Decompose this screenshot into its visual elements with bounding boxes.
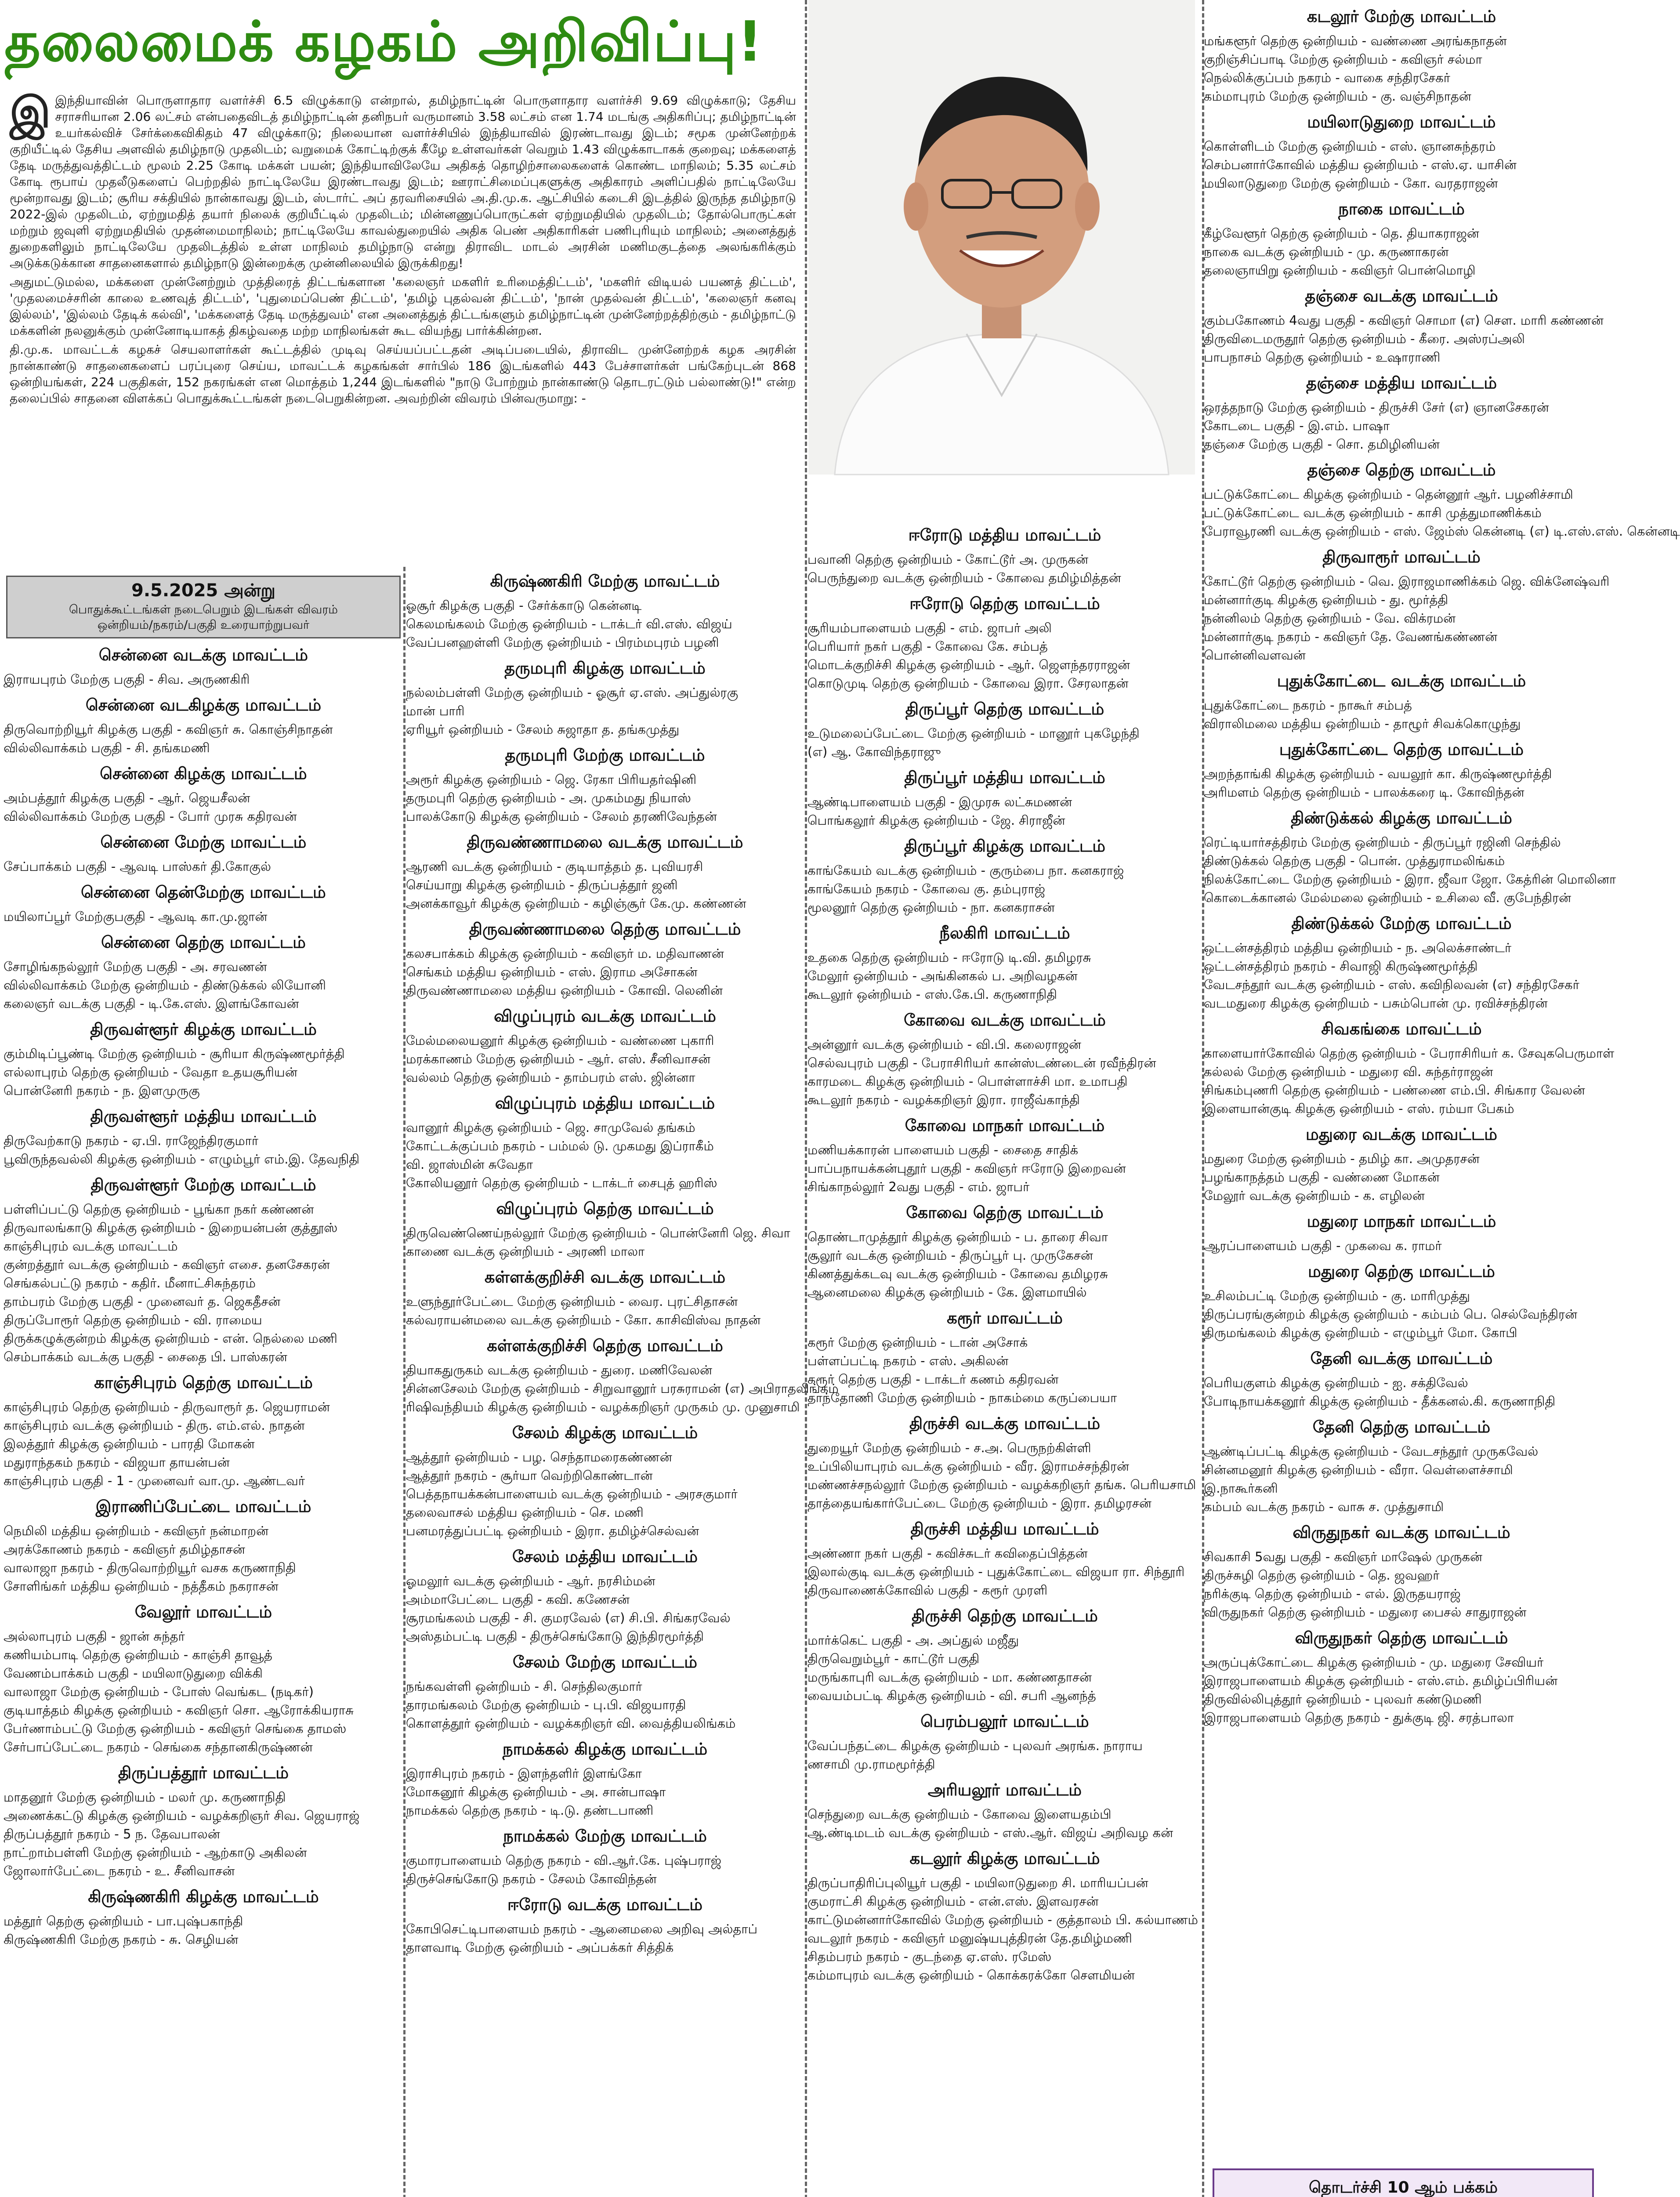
meeting-entry: மன்னார்குடி நகரம் - கவிஞர் தே. வேணங்கண்ணன்: [1204, 629, 1498, 644]
district-heading: நாமக்கல் மேற்கு மாவட்டம்: [503, 1827, 707, 1845]
intro-paragraph-2: அதுமட்டுமல்ல, மக்களை முன்னேற்றும் முத்திரைத் திட்டங்களான 'கலைஞர் மகளிர் உரிமைத்திட்டம்', 'மகளிர் விடியல் பயணத் திட்டம்', 'முதலமைச்சரின் காலை உணவுத் திட்டம்', 'புதுமைப்பெண் திட்டம்', 'தமிழ் புதல்வன் திட்டம்', 'நான் முதல்வன் திட்டம்', 'கலைஞர் கனவு இல்லம்', 'இல்லம் தேடிக் கல்வி', 'மக்களைத் தேடி மருத்துவம்' என அனைத்துத் திட்டங்களும் தமிழ்நாட்டின் முன்னேற்றத்திற்கும் - தமிழ்நாட்டு மக்களின் நலனுக்கும் முன்னோடியாகத் திகழ்வதை மற்ற மாநிலங்கள் கூட வியந்து பார்க்கின்றன.: [10, 275, 797, 338]
district-heading: கடலூர் மேற்கு மாவட்டம்: [1307, 7, 1496, 26]
meeting-entry: வேடசந்தூர் வடக்கு ஒன்றியம் - எஸ். கவிநிலவன் (எ) சந்திரசேகர்: [1204, 977, 1579, 992]
intro-text: [10, 88, 797, 409]
district-heading: திருவள்ளூர் கிழக்கு மாவட்டம்: [90, 1020, 317, 1039]
meeting-entry: காங்கேயம் நகரம் - கோவை கு. தம்புராஜ்: [807, 881, 1045, 896]
meeting-entry: திருவேற்காடு நகரம் - ஏ.பி. ராஜேந்திரகுமார்: [4, 1133, 259, 1148]
district-heading: சென்னை வடகிழக்கு மாவட்டம்: [85, 696, 322, 714]
district-heading: நீலகிரி மாவட்டம்: [939, 924, 1070, 943]
meeting-entry: ஆண்டிப்பட்டி கிழக்கு ஒன்றியம் - வேடசந்தூர் முருகவேல்: [1204, 1444, 1539, 1459]
meeting-entry: இளையான்குடி கிழக்கு ஒன்றியம் - எஸ். ரம்யா பேகம்: [1204, 1101, 1514, 1116]
meeting-entry: கல்வராயன்மலை வடக்கு ஒன்றியம் - கோ. காசிவிஸ்வ நாதன்: [406, 1312, 761, 1327]
district-heading: திருவண்ணாமலை வடக்கு மாவட்டம்: [467, 833, 743, 852]
meeting-entry: தருமபுரி தெற்கு ஒன்றியம் - அ. முகம்மது நியாஸ்: [406, 790, 691, 805]
meeting-entry: சூரமங்கலம் பகுதி - சி. குமரவேல் (எ) சி.பி. சிங்கரவேல்: [406, 1610, 731, 1625]
column-body: [1204, 7, 1680, 1727]
meeting-entry: செங்கம் மத்திய ஒன்றியம் - எஸ். இராம அசோகன்: [406, 964, 698, 979]
meeting-entry: பெருந்துறை வடக்கு ஒன்றியம் - கோவை தமிழ்மித்தன்: [807, 570, 1121, 585]
column-body: [406, 572, 839, 1957]
district-heading: நாமக்கல் கிழக்கு மாவட்டம்: [502, 1740, 708, 1758]
meeting-entry: மோகனூர் கிழக்கு ஒன்றியம் - அ. சான்பாஷா: [406, 1784, 666, 1799]
meeting-entry: விராலிமலை மத்திய ஒன்றியம் - தாழூர் சிவக்கொழுந்து: [1204, 716, 1521, 731]
district-heading: சென்னை கிழக்கு மாவட்டம்: [100, 764, 307, 783]
meeting-entry: காரமடை கிழக்கு ஒன்றியம் - பொள்ளாச்சி மா. உமாபதி: [807, 1074, 1128, 1089]
meeting-entry: மரக்காணம் மேற்கு ஒன்றியம் - ஆர். எஸ். சீனிவாசன்: [406, 1051, 711, 1066]
meeting-entry: தஞ்சை மேற்கு பகுதி - சொ. தமிழினியன்: [1204, 437, 1440, 452]
meeting-entry: இராசிபுரம் நகரம் - இளந்தளிர் இளங்கோ: [406, 1766, 642, 1781]
district-heading: ஈரோடு வடக்கு மாவட்டம்: [507, 1895, 702, 1914]
meeting-entry: இலத்தூர் கிழக்கு ஒன்றியம் - பாரதி மோகன்: [4, 1436, 255, 1451]
column-body: [4, 645, 403, 1949]
schedule-date: 9.5.2025 அன்று: [131, 580, 275, 601]
meeting-entry: உசிலம்பட்டி மேற்கு ஒன்றியம் - கு. மாரிமுத்து: [1204, 1288, 1470, 1303]
meeting-entry: மார்க்கெட் பகுதி - அ. அப்துல் மஜீது: [807, 1633, 1019, 1648]
district-heading: சிவகங்கை மாவட்டம்: [1321, 1019, 1482, 1038]
meeting-entry: கூடலூர் நகரம் - வழக்கறிஞர் இரா. ராஜீவ்காந்தி: [807, 1092, 1080, 1107]
district-heading: தேனி தெற்கு மாவட்டம்: [1312, 1418, 1491, 1436]
meeting-entry: நங்கவள்ளி ஒன்றியம் - சி. செந்திலகுமார்: [406, 1679, 642, 1694]
meeting-entry: அம்பத்தூர் கிழக்கு பகுதி - ஆர். ஜெயசீலன்: [4, 790, 250, 805]
meeting-entry: கம்மாபுரம் வடக்கு ஒன்றியம் - கொக்கரக்கோ சௌமியன்: [807, 1968, 1135, 1983]
meeting-entry: விருதுநகர் தெற்கு ஒன்றியம் - மதுரை பைசல் சாதுராஜன்: [1204, 1605, 1527, 1620]
meeting-entry: காங்கேயம் வடக்கு ஒன்றியம் - குரும்பை நா. கனகராஜ்: [807, 863, 1124, 878]
continuation-note: தொடர்ச்சி 10 ஆம் பக்கம்: [1213, 2168, 1594, 2197]
meeting-entry: பெரியகுளம் கிழக்கு ஒன்றியம் - ஐ. சக்திவேல்: [1204, 1375, 1468, 1390]
district-heading: பெரம்பலூர் மாவட்டம்: [920, 1712, 1089, 1731]
meeting-entry: பாப்பநாயக்கன்புதூர் பகுதி - கவிஞர் ஈரோடு இறைவன்: [807, 1161, 1126, 1176]
intro-paragraph: [10, 88, 796, 271]
meeting-entry: அணைக்கட்டு கிழக்கு ஒன்றியம் - வழக்கறிஞர் சிவ. ஜெயராஜ்: [4, 1808, 360, 1823]
district-heading: காஞ்சிபுரம் தெற்கு மாவட்டம்: [94, 1373, 313, 1392]
meeting-entry: குமராட்சி கிழக்கு ஒன்றியம் - என்.எஸ். இளவரசன்: [807, 1894, 1099, 1909]
meeting-entry: கம்மாபுரம் மேற்கு ஒன்றியம் - கு. வஞ்சிநாதன்: [1204, 89, 1471, 104]
meeting-entry: வேப்பனஹள்ளி மேற்கு ஒன்றியம் - பிரம்மபுரம் பழனி: [406, 635, 719, 650]
meeting-entry: சிதம்பரம் நகரம் - குடந்தை ஏ.எஸ். ரமேஸ்: [807, 1949, 1052, 1964]
meeting-entry: செம்பனார்கோவில் மத்திய ஒன்றியம் - எஸ்.ஏ. யாசின்: [1204, 157, 1517, 172]
district-heading: கள்ளக்குறிச்சி வடக்கு மாவட்டம்: [484, 1268, 726, 1287]
meeting-entry: மன்னார்குடி கிழக்கு ஒன்றியம் - து. மூர்த்தி: [1204, 592, 1448, 607]
meeting-entry: நெல்லிக்குப்பம் நகரம் - வாகை சந்திரசேகர்: [1204, 70, 1450, 85]
district-heading: விருதுநகர் தெற்கு மாவட்டம்: [1295, 1628, 1508, 1647]
meeting-entry: வல்லம் தெற்கு ஒன்றியம் - தாம்பரம் எஸ். ஜின்னா: [406, 1070, 695, 1085]
district-heading: திருப்பூர் மத்திய மாவட்டம்: [904, 768, 1105, 787]
meeting-entry: சிவகாசி 5வது பகுதி - கவிஞர் மாஷேல் முருகன்: [1204, 1549, 1483, 1564]
meeting-entry: நாகை வடக்கு ஒன்றியம் - மு. கருணாகரன்: [1204, 244, 1449, 259]
meeting-entry: காளையார்கோவில் தெற்கு ஒன்றியம் - பேராசிரியர் க. சேவுகபெருமாள்: [1204, 1046, 1615, 1061]
meeting-entry: கொள்ளிடம் மேற்கு ஒன்றியம் - எஸ். ஞானசுந்தரம்: [1204, 139, 1496, 154]
meeting-entry: வில்லிவாக்கம் மேற்கு ஒன்றியம் - திண்டுக்கல் லியோனி: [4, 978, 326, 993]
meeting-entry: பூவிருந்தவல்லி கிழக்கு ஒன்றியம் - எழும்பூர் எம்.இ. தேவநிதி: [4, 1152, 360, 1167]
meeting-entry: செந்துறை வடக்கு ஒன்றியம் - கோவை இளையதம்பி: [807, 1807, 1112, 1822]
meeting-entry: உளுந்தூர்பேட்டை மேற்கு ஒன்றியம் - வைர. புரட்சிதாசன்: [406, 1294, 738, 1309]
meeting-entry: கெலமங்கலம் மேற்கு ஒன்றியம் - டாக்டர் வி.எஸ். விஜய்: [406, 616, 732, 631]
meeting-entry: ஓமலூர் வடக்கு ஒன்றியம் - ஆர். நரசிம்மன்: [406, 1573, 655, 1588]
meeting-entry: மங்களூர் தெற்கு ஒன்றியம் - வண்ணை அரங்கநாதன்: [1204, 33, 1507, 48]
meeting-entry: ஏரியூர் ஒன்றியம் - சேலம் சுஜாதா த. தங்கமுத்து: [406, 722, 680, 737]
meeting-entry: கிணத்துக்கடவு வடக்கு ஒன்றியம் - கோவை தமிழரசு: [807, 1266, 1108, 1281]
meeting-entry: (எ) ஆ. கோவிந்தராஜு: [807, 744, 941, 759]
meeting-entry: திருப்போரூர் தெற்கு ஒன்றியம் - வி. ராமைய: [4, 1312, 262, 1327]
meeting-entry: நெமிலி மத்திய ஒன்றியம் - கவிஞர் நன்மாறன்: [4, 1523, 269, 1538]
meeting-entry: திருவாலங்காடு கிழக்கு ஒன்றியம் - இறையன்பன் குத்தூஸ்: [4, 1220, 338, 1235]
district-heading: கோவை வடக்கு மாவட்டம்: [904, 1011, 1106, 1030]
meeting-entry: நன்னிலம் தெற்கு ஒன்றியம் - வே. விக்ரமன்: [1204, 611, 1456, 626]
meeting-entry: பேராவூரணி வடக்கு ஒன்றியம் - எஸ். ஜேம்ஸ் கென்னடி (எ) டி.எஸ்.எஸ். கென்னடி: [1204, 524, 1680, 539]
meeting-entry: இ.நாகூர்கனி: [1204, 1481, 1278, 1496]
district-heading: திருச்சி வடக்கு மாவட்டம்: [909, 1414, 1101, 1433]
meeting-entry: ஜோலார்பேட்டை நகரம் - உ. சீனிவாசன்: [4, 1863, 235, 1878]
meeting-entry: சின்னசேலம் மேற்கு ஒன்றியம் - சிறுவானூர் பரசுராமன் (எ) அபிராதலிங்கம்: [406, 1381, 839, 1396]
meeting-entry: அரிமளம் தெற்கு ஒன்றியம் - பாலக்கரை டி. கோவிந்தன்: [1204, 785, 1524, 800]
meeting-entry: பனமரத்துப்பட்டி ஒன்றியம் - இரா. தமிழ்ச்செல்வன்: [406, 1523, 699, 1538]
meeting-entry: திருப்பத்தூர் நகரம் - 5 ந. தேவபாலன்: [4, 1827, 220, 1842]
district-heading: சென்னை வடக்கு மாவட்டம்: [98, 645, 308, 664]
meeting-entry: மொடக்குறிச்சி கிழக்கு ஒன்றியம் - ஆர். ஜெளந்தரராஜன்: [807, 657, 1130, 672]
meeting-entry: உதகை தெற்கு ஒன்றியம் - ஈரோடு டி.வி. தமிழரசு: [807, 950, 1091, 965]
meeting-entry: அண்ணா நகர் பகுதி - கவிச்சுடர் கவிதைப்பித்தன்: [807, 1546, 1088, 1561]
meeting-entry: வேணம்பாக்கம் பகுதி - மயிலாடுதுறை விக்கி: [4, 1666, 263, 1681]
meeting-entry: மதுராந்தகம் நகரம் - விஜயா தாயன்பன்: [4, 1455, 230, 1470]
meeting-entry: பெரியார் நகர் பகுதி - கோவை கே. சம்பத்: [807, 639, 1048, 654]
column-body: [807, 526, 1202, 1984]
meeting-entry: கொளத்தூர் ஒன்றியம் - வழக்கறிஞர் வி. வைத்தியலிங்கம்: [406, 1716, 736, 1731]
district-heading: திருவள்ளூர் மேற்கு மாவட்டம்: [91, 1175, 316, 1194]
meeting-entry: இலால்குடி வடக்கு ஒன்றியம் - புதுக்கோட்டை விஜயா ரா. சிந்தூரி: [807, 1564, 1185, 1579]
meeting-entry: காஞ்சிபுரம் வடக்கு ஒன்றியம் - திரு. எம்.எல். நாதன்: [4, 1418, 305, 1433]
meeting-entry: மாதனூர் மேற்கு ஒன்றியம் - மலர் மு. கருணாநிதி: [4, 1790, 286, 1805]
district-heading: திருவண்ணாமலை தெற்கு மாவட்டம்: [469, 920, 741, 939]
schedule-box: [6, 576, 401, 638]
meeting-entry: கிருஷ்ணகிரி மேற்கு நகரம் - சு. செழியன்: [4, 1932, 239, 1947]
meeting-entry: கொடுமுடி தெற்கு ஒன்றியம் - கோவை இரா. சேரலாதன்: [807, 676, 1129, 691]
district-heading: திருப்பத்தூர் மாவட்டம்: [118, 1763, 289, 1782]
meeting-entry: வடமதுரை கிழக்கு ஒன்றியம் - பசும்பொன் மு. ரவிச்சந்திரன்: [1204, 996, 1548, 1011]
meeting-entry: மதுரை மேற்கு ஒன்றியம் - தமிழ் கா. அமுதரசன்: [1204, 1151, 1480, 1166]
meeting-entry: வாலாஜா நகரம் - திருவொற்றியூர் வசக கருணாநிதி: [4, 1560, 296, 1575]
meeting-entry: திருவெண்ணெய்நல்லூர் மேற்கு ஒன்றியம் - பொன்னேரி ஜெ. சிவா: [406, 1225, 790, 1240]
district-heading: கள்ளக்குறிச்சி தெற்கு மாவட்டம்: [487, 1336, 723, 1355]
meeting-entry: திருப்பாதிரிப்புலியூர் பகுதி - மயிலாடுதுறை சி. மாரியப்பன்: [807, 1875, 1148, 1890]
meeting-entry: தாந்தோணி மேற்கு ஒன்றியம் - நாகம்மை கருப்பையா: [807, 1390, 1117, 1405]
meeting-entry: எல்லாபுரம் தெற்கு ஒன்றியம் - வேதா உதயசூரியன்: [4, 1065, 297, 1080]
district-heading: கிருஷ்ணகிரி கிழக்கு மாவட்டம்: [88, 1887, 319, 1906]
column-divider: [805, 0, 807, 2197]
meeting-entry: பள்ளப்பட்டி நகரம் - எஸ். அகிலன்: [807, 1353, 1009, 1368]
meeting-entry: திண்டுக்கல் தெற்கு பகுதி - பொன். முத்துராமலிங்கம்: [1204, 853, 1505, 868]
district-heading: தேனி வடக்கு மாவட்டம்: [1310, 1349, 1493, 1368]
meeting-entry: மேலூர் ஒன்றியம் - அங்கினகல் ப. அறிவழகன்: [807, 968, 1078, 983]
district-heading: தருமபுரி கிழக்கு மாவட்டம்: [504, 659, 706, 678]
meeting-entry: கீழ்வேளூர் தெற்கு ஒன்றியம் - தெ. தியாகராஜன்: [1204, 226, 1480, 241]
meeting-entry: சிங்காநல்லூர் 2வது பகுதி - எம். ஜாபர்: [807, 1179, 1030, 1194]
meeting-entry: திருமங்கலம் கிழக்கு ஒன்றியம் - எழும்பூர் மோ. கோபி: [1204, 1325, 1517, 1340]
district-heading: சேலம் மத்திய மாவட்டம்: [512, 1547, 698, 1566]
district-heading: சென்னை மேற்கு மாவட்டம்: [100, 833, 307, 852]
district-heading: சேலம் கிழக்கு மாவட்டம்: [512, 1423, 698, 1442]
meeting-entry: சிங்கம்புணரி தெற்கு ஒன்றியம் - பண்ணை எம்.பி. சிங்கார வேலன்: [1204, 1083, 1585, 1098]
meeting-entry: புதுக்கோட்டை நகரம் - நாகூர் சம்பத்: [1204, 698, 1412, 713]
portrait-image: [808, 0, 1195, 475]
meeting-entry: வி. ஜாஸ்மின் சுவேதா: [406, 1157, 533, 1172]
meeting-entry: மருங்காபுரி வடக்கு ஒன்றியம் - மா. கண்ணதாசன்: [807, 1670, 1092, 1685]
meeting-entry: குடியாத்தம் கிழக்கு ஒன்றியம் - கவிஞர் சொ. ஆரோக்கியராசு: [4, 1703, 354, 1718]
meeting-entry: சூரியம்பாளையம் பகுதி - எம். ஜாபர் அலி: [807, 620, 1052, 635]
meeting-entry: கோலியனூர் தெற்கு ஒன்றியம் - டாக்டர் சைபுத் ஹரிஸ்: [406, 1175, 717, 1190]
meeting-entry: உடுமலைப்பேட்டை மேற்கு ஒன்றியம் - மானூர் புகழேந்தி: [807, 726, 1140, 741]
meeting-entry: கோட்டூர் தெற்கு ஒன்றியம் - வெ. இராஜமாணிக்கம் ஜெ. விக்னேஷ்வரி: [1204, 574, 1610, 589]
meeting-entry: ஒட்டன்சத்திரம் மத்திய ஒன்றியம் - ந. அலெக்சாண்டர்: [1204, 940, 1512, 955]
meeting-entry: ரிஷிவந்தியம் கிழக்கு ஒன்றியம் - வழக்கறிஞர் முருகம் மு. முனுசாமி: [406, 1399, 800, 1414]
meeting-entry: அரக்கோணம் நகரம் - கவிஞர் தமிழ்தாசன்: [4, 1542, 245, 1557]
meeting-entry: பொங்கலூர் கிழக்கு ஒன்றியம் - ஜே. சிராஜீன்: [807, 813, 1065, 828]
district-heading: தஞ்சை வடக்கு மாவட்டம்: [1305, 286, 1498, 305]
meeting-entry: வானூர் கிழக்கு ஒன்றியம் - ஜெ. சாமுவேல் தங்கம்: [406, 1120, 695, 1135]
meeting-entry: பட்டுக்கோட்டை வடக்கு ஒன்றியம் - காசி முத்துமாணிக்கம்: [1204, 505, 1542, 520]
district-heading: அரியலூர் மாவட்டம்: [927, 1780, 1082, 1799]
meeting-entry: காணை வடக்கு ஒன்றியம் - அரணி மாலா: [406, 1244, 645, 1259]
meeting-entry: ஆத்தூர் ஒன்றியம் - பழ. செந்தாமரைகண்ணன்: [406, 1450, 672, 1465]
district-heading: விருதுநகர் வடக்கு மாவட்டம்: [1293, 1523, 1510, 1542]
meeting-entry: தியாகதுருகம் வடக்கு ஒன்றியம் - துரை. மணிவேலன்: [406, 1363, 713, 1378]
meeting-entry: சோழிங்கநல்லூர் மேற்கு பகுதி - அ. சரவணன்: [4, 959, 267, 974]
meeting-entry: கல்லல் மேற்கு ஒன்றியம் - மதுரை வி. சுந்தர்ராஜன்: [1204, 1064, 1493, 1079]
column-4: [1204, 0, 1680, 2197]
meeting-entry: திருப்பரங்குன்றம் கிழக்கு ஒன்றியம் - கம்பம் பெ. செல்வேந்திரன்: [1204, 1307, 1578, 1322]
meeting-entry: மண்ணச்சநல்லூர் மேற்கு ஒன்றியம் - வழக்கறிஞர் தங்க. பெரியசாமி: [807, 1477, 1196, 1492]
district-heading: மயிலாடுதுறை மாவட்டம்: [1307, 112, 1496, 131]
meeting-entry: காஞ்சிபுரம் தெற்கு ஒன்றியம் - திருவாரூர் த. ஜெயராமன்: [4, 1399, 330, 1414]
meeting-entry: சேர்பாப்பேட்டை நகரம் - செங்கை சந்தானகிருஷ்ணன்: [4, 1740, 313, 1755]
district-heading: திருச்சி தெற்கு மாவட்டம்: [912, 1606, 1098, 1625]
meeting-entry: பெத்தநாயக்கன்பாளையம் வடக்கு ஒன்றியம் - அரசகுமார்: [406, 1486, 738, 1501]
meeting-entry: கரூர் தெற்கு பகுதி - டாக்டர் கணம் கதிரவன்: [807, 1372, 1059, 1387]
meeting-entry: தாரமங்கலம் மேற்கு ஒன்றியம் - பு.பி. விஜயாரதி: [406, 1697, 686, 1712]
meeting-entry: ஆரணி வடக்கு ஒன்றியம் - குடியாத்தம் த. புவியரசி: [406, 859, 703, 874]
meeting-entry: பாலக்கோடு கிழக்கு ஒன்றியம் - சேலம் தரணிவேந்தன்: [406, 809, 717, 824]
district-heading: கோவை தெற்கு மாவட்டம்: [906, 1203, 1104, 1222]
meeting-entry: அரூர் கிழக்கு ஒன்றியம் - ஜெ. ரேகா பிரியதர்ஷினி: [406, 772, 697, 787]
meeting-entry: அனக்காவூர் கிழக்கு ஒன்றியம் - கழிஞ்சூர் கே.மு. கண்ணன்: [406, 896, 746, 911]
leader-photo: [808, 0, 1195, 475]
meeting-entry: திருவண்ணாமலை மத்திய ஒன்றியம் - கோவி. லெனின்: [406, 983, 723, 998]
district-heading: தருமபுரி மேற்கு மாவட்டம்: [505, 746, 705, 765]
meeting-entry: திருவிடைமருதூர் தெற்கு ஒன்றியம் - கீரை. அஸ்ரப்அலி: [1204, 331, 1525, 346]
district-heading: திருவாரூர் மாவட்டம்: [1322, 547, 1481, 566]
meeting-entry: ஆ.ண்டிமடம் வடக்கு ஒன்றியம் - எஸ்.ஆர். விஜய் அறிவழ கன்: [807, 1825, 1173, 1840]
meeting-entry: திருச்சுழி தெற்கு ஒன்றியம் - தெ. ஜவஹர்: [1204, 1568, 1440, 1583]
district-heading: விழுப்புரம் தெற்கு மாவட்டம்: [496, 1199, 714, 1218]
meeting-entry: வேப்பந்தட்டை கிழக்கு ஒன்றியம் - புலவர் அரங்க. நாராய: [807, 1738, 1143, 1753]
meeting-entry: உப்பிலியாபுரம் வடக்கு ஒன்றியம் - வீர. இராமச்சந்திரன்: [807, 1459, 1130, 1474]
meeting-entry: வில்லிவாக்கம் பகுதி - சி. தங்கமணி: [4, 740, 210, 755]
meeting-entry: தாம்பரம் மேற்கு பகுதி - முனைவர் த. ஜெகதீசன்: [4, 1294, 281, 1309]
meeting-entry: சேப்பாக்கம் பகுதி - ஆவடி பாஸ்கர் தி.கோகுல்: [4, 859, 271, 874]
district-heading: தஞ்சை மத்திய மாவட்டம்: [1306, 373, 1497, 392]
meeting-entry: தொண்டாமுத்தூர் கிழக்கு ஒன்றியம் - ப. தாரை சிவா: [807, 1229, 1108, 1244]
meeting-entry: கோட்டக்குப்பம் நகரம் - பம்மல் டு. முகமது இப்ராகீம்: [406, 1138, 714, 1153]
district-heading: வேலூர் மாவட்டம்: [134, 1602, 272, 1621]
meeting-entry: வையம்பட்டி கிழக்கு ஒன்றியம் - வி. சபரி ஆனந்த்: [807, 1688, 1096, 1703]
district-heading: கரூர் மாவட்டம்: [947, 1309, 1063, 1327]
district-heading: திருப்பூர் தெற்கு மாவட்டம்: [905, 700, 1104, 718]
meeting-entry: பழங்காநத்தம் பகுதி - வண்ணை மோகன்: [1204, 1170, 1440, 1185]
column-divider: [403, 567, 406, 2197]
meeting-entry: ஒட்டன்சத்திரம் நகரம் - சிவாஜி கிருஷ்ணமூர்த்தி: [1204, 959, 1478, 974]
intro-paragraph-3: தி.மு.க. மாவட்டக் கழகச் செயலாளர்கள் கூட்டத்தில் முடிவு செய்யப்பட்டதன் அடிப்படையில், திராவிட முன்னேற்றக் கழக அரசின் நான்காண்டு சாதனைகளைப் பரப்புரை செய்ய, மாவட்டக் கழகங்கள் சார்பில் 186 இடங்களில் 443 பேச்சாளர்கள் பங்கேற்புடன் 868 ஒன்றியங்கள், 224 பகுதிகள், 152 நகரங்கள் என மொத்தம் 1,244 இடங்களில் "நாடு போற்றும் நான்காண்டு தொடரட்டும் பல்லாண்டு!" என்ற தலைப்பில் சாதனை விளக்கப் பொதுக்கூட்டங்கள் நடைபெறுகின்றன. அவற்றின் விவரம் பின்வருமாறு: -: [10, 342, 796, 406]
meeting-entry: குமாரபாளையம் தெற்கு நகரம் - வி.ஆர்.கே. புஷ்பராஜ்: [406, 1853, 721, 1868]
district-heading: விழுப்புரம் மத்திய மாவட்டம்: [495, 1094, 715, 1113]
meeting-entry: செங்கல்பட்டு நகரம் - கதிர். மீனாட்சிசுந்தரம்: [4, 1276, 256, 1291]
meeting-entry: கரூர் மேற்கு ஒன்றியம் - டான் அசோக்: [807, 1335, 1028, 1350]
meeting-entry: அன்னூர் வடக்கு ஒன்றியம் - வி.பி. கலைராஜன்: [807, 1037, 1081, 1052]
meeting-entry: செம்பாக்கம் வடக்கு பகுதி - சைதை பி. பாஸ்கரன்: [4, 1349, 287, 1364]
district-heading: சென்னை தென்மேற்கு மாவட்டம்: [81, 883, 326, 902]
meeting-entry: கும்மிடிப்பூண்டி மேற்கு ஒன்றியம் - சூரியா கிருஷ்ணமூர்த்தி: [4, 1046, 345, 1061]
meeting-entry: ஆனைமலை கிழக்கு ஒன்றியம் - கே. இளமாயில்: [807, 1285, 1087, 1300]
meeting-entry: மூலனூர் தெற்கு ஒன்றியம் - நா. கனகராசன்: [807, 900, 1055, 915]
meeting-entry: தாளவாடி மேற்கு ஒன்றியம் - அப்பக்கர் சித்திக்: [406, 1940, 674, 1955]
drop-cap: இ: [10, 88, 51, 137]
meeting-entry: பவானி தெற்கு ஒன்றியம் - கோட்டூர் அ. முருகன்: [807, 552, 1089, 567]
meeting-entry: அல்லாபுரம் பகுதி - ஜான் சுந்தர்: [4, 1629, 185, 1644]
meeting-entry: சோளிங்கர் மத்திய ஒன்றியம் - நத்தீகம் நகராசன்: [4, 1579, 279, 1594]
meeting-entry: செல்வபுரம் பகுதி - பேராசிரியர் கான்ஸ்டண்டைன் ரவீந்திரன்: [807, 1055, 1156, 1070]
district-heading: ஈரோடு மத்திய மாவட்டம்: [908, 526, 1101, 544]
district-heading: இராணிப்பேட்டை மாவட்டம்: [95, 1497, 311, 1516]
meeting-entry: கூடலூர் ஒன்றியம் - எஸ்.கே.பி. கருணாநிதி: [807, 987, 1057, 1002]
column-1: [4, 571, 403, 2197]
meeting-entry: குன்றத்தூர் வடக்கு ஒன்றியம் - கவிஞர் எசை. தனசேகரன்: [4, 1257, 330, 1272]
district-heading: மதுரை மாநகர் மாவட்டம்: [1307, 1212, 1496, 1231]
meeting-entry: மான் பாரி: [406, 703, 465, 718]
meeting-entry: சின்னமனூர் கிழக்கு ஒன்றியம் - வீரா. வெள்ளைச்சாமி: [1204, 1462, 1513, 1477]
meeting-entry: சூலூர் வடக்கு ஒன்றியம் - திருப்பூர் பு. முருகேசன்: [807, 1248, 1093, 1263]
meeting-entry: கலசபாக்கம் கிழக்கு ஒன்றியம் - கவிஞர் ம. மதிவாணன்: [406, 946, 724, 961]
meeting-entry: தாத்தையங்கார்பேட்டை மேற்கு ஒன்றியம் - இரா. தமிழரசன்: [807, 1496, 1152, 1511]
meeting-entry: பேர்ணாம்பட்டு மேற்கு ஒன்றியம் - கவிஞர் செங்கை தாமஸ்: [4, 1721, 347, 1736]
district-heading: சென்னை தெற்கு மாவட்டம்: [101, 933, 306, 952]
meeting-entry: திருவெறும்பூர் - காட்டூர் பகுதி: [807, 1651, 980, 1666]
meeting-entry: தலைவாசல் மத்திய ஒன்றியம் - செ. மணி: [406, 1505, 644, 1520]
meeting-entry: மணியக்காரன் பாளையம் பகுதி - சைதை சாதிக்: [807, 1142, 1079, 1157]
meeting-entry: மேல்மலையனூர் கிழக்கு ஒன்றியம் - வண்ணை புகாரி: [406, 1033, 714, 1048]
meeting-entry: துறையூர் மேற்கு ஒன்றியம் - ச.அ. பெருநற்கிள்ளி: [807, 1440, 1091, 1455]
district-heading: திண்டுக்கல் மேற்கு மாவட்டம்: [1291, 914, 1512, 933]
meeting-entry: தலைஞாயிறு ஒன்றியம் - கவிஞர் பொன்மொழி: [1204, 263, 1476, 278]
meeting-entry: ஆரப்பாளையம் பகுதி - முகவை க. ராமர்: [1204, 1238, 1442, 1253]
schedule-columns: ஒன்றியம்/நகரம்/பகுதி உரையாற்றுபவர்: [97, 618, 310, 632]
meeting-entry: கோபிசெட்டிபாளையம் நகரம் - ஆனைமலை அறிவு அல்தாப்: [406, 1921, 758, 1936]
meeting-entry: காட்டுமன்னார்கோவில் மேற்கு ஒன்றியம் - குத்தாலம் பி. கல்யாணம்: [807, 1912, 1198, 1927]
meeting-entry: இராஜபாளையம் தெற்கு நகரம் - துக்குடி ஜி. சரத்பாலா: [1204, 1710, 1514, 1725]
meeting-entry: காஞ்சிபுரம் வடக்கு மாவட்டம்: [4, 1239, 178, 1254]
meeting-entry: கலைஞர் வடக்கு பகுதி - டி.கே.எஸ். இளங்கோவன்: [4, 996, 299, 1011]
district-heading: திண்டுக்கல் கிழக்கு மாவட்டம்: [1291, 808, 1512, 827]
meeting-entry: ஓசூர் கிழக்கு பகுதி - சேர்க்காடு கென்னடி: [406, 598, 642, 613]
district-heading: திருப்பூர் கிழக்கு மாவட்டம்: [904, 837, 1106, 856]
district-heading: சேலம் மேற்கு மாவட்டம்: [512, 1653, 698, 1671]
column-2: [406, 565, 839, 2197]
meeting-entry: ஒரத்தநாடு மேற்கு ஒன்றியம் - திருச்சி சேர் (எ) ஞானசேகரன்: [1204, 400, 1549, 415]
meeting-entry: அருப்புக்கோட்டை கிழக்கு ஒன்றியம் - மு. மதுரை சேவியர்: [1204, 1655, 1544, 1670]
meeting-entry: இராயபுரம் மேற்கு பகுதி - சிவ. அருணகிரி: [4, 672, 250, 687]
meeting-entry: செய்யாறு கிழக்கு ஒன்றியம் - திருப்பத்தூர் ஜனி: [406, 877, 678, 892]
district-heading: விழுப்புரம் வடக்கு மாவட்டம்: [494, 1007, 716, 1026]
meeting-entry: ரெட்டியார்சத்திரம் மேற்கு ஒன்றியம் - திருப்பூர் ரஜினி செந்தில்: [1204, 835, 1561, 850]
meeting-entry: வடலூர் நகரம் - கவிஞர் மனுஷ்யபுத்திரன் தே.தமிழ்மணி: [807, 1931, 1132, 1946]
column-3: [807, 518, 1202, 2197]
district-heading: திருச்சி மத்திய மாவட்டம்: [910, 1519, 1099, 1538]
schedule-subtitle: பொதுக்கூட்டங்கள் நடைபெறும் இடங்கள் விவரம்: [69, 603, 338, 616]
meeting-entry: கும்பகோணம் 4வது பகுதி - கவிஞர் சொமா (எ) சௌ. மாரி கண்ணன்: [1204, 313, 1604, 328]
meeting-entry: திருக்கழுக்குன்றம் கிழக்கு ஒன்றியம் - என். நெல்லை மணி: [4, 1331, 337, 1346]
district-heading: நாகை மாவட்டம்: [1338, 199, 1465, 218]
meeting-entry: மத்தூர் தெற்கு ஒன்றியம் - பா.புஷ்பகாந்தி: [4, 1914, 243, 1929]
district-heading: மதுரை தெற்கு மாவட்டம்: [1308, 1262, 1495, 1281]
meeting-entry: நாமக்கல் தெற்கு நகரம் - டி.டு. தண்டபாணி: [406, 1803, 654, 1818]
district-heading: மதுரை வடக்கு மாவட்டம்: [1305, 1125, 1498, 1144]
meeting-entry: நரிக்குடி தெற்கு ஒன்றியம் - எல். இருதயராஜ்: [1204, 1586, 1461, 1601]
meeting-entry: பொன்னேரி நகரம் - ந. இளமுருகு: [4, 1083, 200, 1098]
district-heading: புதுக்கோட்டை தெற்கு மாவட்டம்: [1279, 740, 1524, 759]
headline: தலைமைக் கழகம் அறிவிப்பு!: [4, 9, 764, 74]
district-heading: புதுக்கோட்டை வடக்கு மாவட்டம்: [1277, 671, 1526, 690]
meeting-entry: கணியம்பாடி தெற்கு ஒன்றியம் - காஞ்சி தாவூத்: [4, 1647, 272, 1662]
meeting-entry: வில்லிவாக்கம் மேற்கு பகுதி - போர் முரசு கதிரவன்: [4, 809, 297, 824]
meeting-entry: திருச்செங்கோடு நகரம் - சேலம் கோவிந்தன்: [406, 1871, 657, 1886]
meeting-entry: கொடைக்கானல் மேல்மலை ஒன்றியம் - உசிலை வீ. குபேந்திரன்: [1204, 890, 1571, 905]
meeting-entry: அம்மாபேட்டை பகுதி - கவி. கணேசன்: [406, 1592, 630, 1607]
district-heading: திருவள்ளூர் மத்திய மாவட்டம்: [90, 1107, 317, 1126]
meeting-entry: நிலக்கோட்டை மேற்கு ஒன்றியம் - இரா. ஜீவா ஜோ. கேத்ரின் மொலினா: [1204, 872, 1616, 887]
meeting-entry: திருவொற்றியூர் கிழக்கு பகுதி - கவிஞர் சு. கொஞ்சிநாதன்: [4, 722, 333, 737]
meeting-entry: பட்டுக்கோட்டை கிழக்கு ஒன்றியம் - தென்னூர் ஆர். பழனிச்சாமி: [1204, 487, 1573, 502]
meeting-entry: அஸ்தம்பட்டி பகுதி - திருச்செங்கோடு இந்திரமூர்த்தி: [406, 1629, 704, 1644]
district-heading: கோவை மாநகர் மாவட்டம்: [905, 1116, 1105, 1135]
meeting-entry: பொன்னிவளவன்: [1204, 648, 1306, 663]
meeting-entry: வாலாஜா மேற்கு ஒன்றியம் - போஸ் வெங்கட (நடிகர்): [4, 1684, 314, 1699]
meeting-entry: காஞ்சிபுரம் பகுதி - 1 - முனைவர் வா.மு. ஆண்டவர்: [4, 1473, 305, 1488]
meeting-entry: அறந்தாங்கி கிழக்கு ஒன்றியம் - வயலூர் கா. கிருஷ்ணமூர்த்தி: [1204, 766, 1552, 781]
meeting-entry: மயிலாப்பூர் மேற்குபகுதி - ஆவடி கா.மு.ஜான்: [4, 909, 268, 924]
district-heading: தஞ்சை தெற்கு மாவட்டம்: [1307, 460, 1496, 479]
meeting-entry: திருவாணைக்கோவில் பகுதி - கரூர் முரளி: [807, 1583, 1048, 1598]
intro-paragraph-1: இந்தியாவின் பொருளாதார வளர்ச்சி 6.5 விழுக்காடு என்றால், தமிழ்நாட்டின் பொருளாதார வளர்ச்சி 9.69 விழுக்காடு; தேசிய சராசரியான 2.06 லட்சம் என்பதைவிடத் தமிழ்நாட்டின் தனிநபர் வருமானம் 3.58 லட்சம் என 1.74 மடங்கு அதிகரிப்பு; தமிழ்நாட்டின் உயர்கல்விச் சேர்க்கைவிகிதம் 47 விழுக்காடு; நிலையான வளர்ச்சியில் இந்தியாவில் இரண்டாவது இடம்; சமூக முன்னேற்றக் குறியீட்டில் தேசிய அளவில் தமிழ்நாடு முதலிடம்; வறுமைக் கோட்டிற்குக் கீழே உள்ளவர்கள் வெறும் 1.43 விழுக்காடாகக் குறைவு; மக்களைத் தேடி மருத்துவத்திட்டம் மூலம் 2.25 கோடி மக்கள் பயன்; இந்தியாவிலேயே அதிகத் தொழிற்சாலைகளைக் கொண்ட மாநிலம்; 5.35 லட்சம் கோடி ரூபாய் முதலீடுகளைப் பெற்றதில் நாட்டிலேயே இரண்டாவது இடம்; ஊராட்சிமைப்புகளுக்கு அதிகாரம் அளிப்பதில் நாட்டிலேயே மூன்றாவது இடம்; சூரிய சக்தியில் நான்காவது இடம், ஸ்டார்ட் அப் தரவரிசையில் அ.தி.மு.க. ஆட்சியில் கடைசி இடத்தில் இருந்த தமிழ்நாடு 2022-இல் முதலிடம், ஏற்றுமதித் தயார் நிலைக் குறியீட்டில் முதலிடம்; மின்னணுப்பொருட்கள் ஏற்றுமதியில் முதலிடம்; தோல்பொருட்கள் மற்றும் ஜவுளி ஏற்றுமதியில் முதன்மைமாநிலம்; நாட்டிலேயே காவல்துறையில் அதிக பெண் அதிகாரிகள் பணிபுரியும் மாநிலம்; அனைத்துத் துறைகளிலும் நாட்டிலேயே முதலிடத்தில் உள்ள மாநிலம் தமிழ்நாடு என்று திராவிட மாடல் அரசின் மணிமகுடத்தை அலங்கரிக்கும் அடுக்கடுக்கான சாதனைகளால் தமிழ்நாடு இன்றைக்கு முன்னிலையில் இருக்கிறது!: [10, 93, 796, 270]
district-heading: ஈரோடு தெற்கு மாவட்டம்: [909, 594, 1100, 613]
meeting-entry: நாட்றாம்பள்ளி மேற்கு ஒன்றியம் - ஆற்காடு அகிலன்: [4, 1845, 307, 1860]
meeting-entry: பள்ளிப்பட்டு தெற்கு ஒன்றியம் - பூங்கா நகர் கண்ணன்: [4, 1202, 314, 1217]
meeting-entry: மேலூர் வடக்கு ஒன்றியம் - க. எழிலன்: [1204, 1188, 1425, 1203]
meeting-entry: இராஜபாளையம் கிழக்கு ஒன்றியம் - எஸ்.எம். தமிழ்ப்பிரியன்: [1204, 1673, 1558, 1688]
meeting-entry: ஆண்டிபாளையம் பகுதி - இமுரசு லட்சுமணன்: [807, 794, 1072, 809]
district-heading: கடலூர் கிழக்கு மாவட்டம்: [909, 1849, 1100, 1868]
meeting-entry: ஆத்தூர் நகரம் - சூர்யா வெற்றிகொண்டான்: [406, 1468, 653, 1483]
meeting-entry: மயிலாடுதுறை மேற்கு ஒன்றியம் - கோ. வரதராஜன்: [1204, 176, 1498, 191]
meeting-entry: பாபநாசம் தெற்கு ஒன்றியம் - உஷாராணி: [1204, 350, 1441, 365]
meeting-entry: ணசாமி மு.ராமமூர்த்தி: [807, 1757, 935, 1772]
meeting-entry: நல்லம்பள்ளி மேற்கு ஒன்றியம் - ஓசூர் ஏ.எஸ். அப்துல்ரகு: [406, 685, 739, 700]
meeting-entry: கம்பம் வடக்கு நகரம் - வாசு ச. முத்துசாமி: [1204, 1499, 1444, 1514]
meeting-entry: குறிஞ்சிப்பாடி மேற்கு ஒன்றியம் - கவிஞர் சல்மா: [1204, 52, 1482, 67]
meeting-entry: போடிநாயக்கனூர் கிழக்கு ஒன்றியம் - தீக்கனல்.கி. கருணாநிதி: [1204, 1394, 1556, 1409]
district-heading: கிருஷ்ணகிரி மேற்கு மாவட்டம்: [490, 572, 720, 591]
meeting-entry: கோடடை பகுதி - இ.எம். பாஷா: [1204, 418, 1390, 433]
meeting-entry: திருவில்லிபுத்தூர் ஒன்றியம் - புலவர் கண்டுமணி: [1204, 1692, 1482, 1707]
